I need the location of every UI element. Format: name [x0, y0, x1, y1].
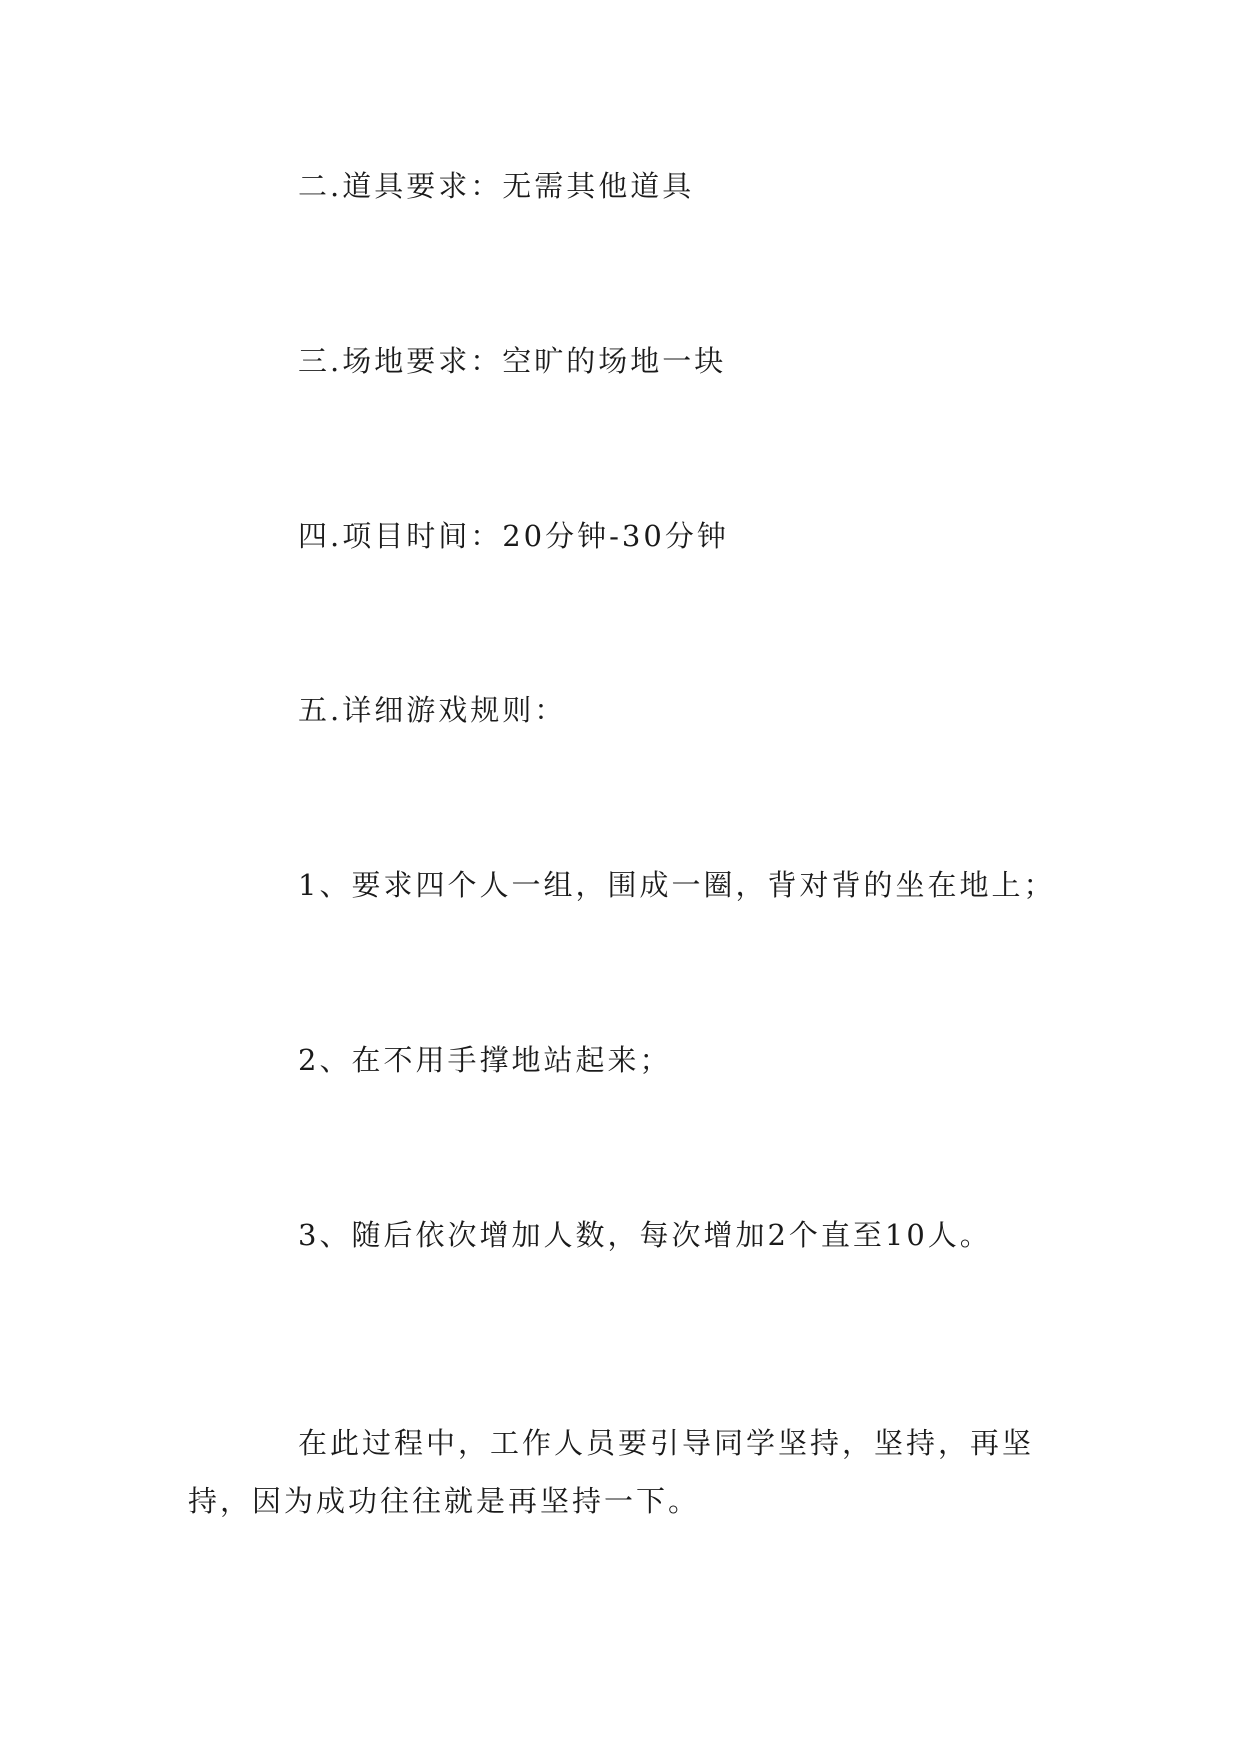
- requirement-props: 二.道具要求：无需其他道具: [298, 169, 695, 203]
- project-duration: 四.项目时间：20分钟-30分钟: [298, 519, 729, 553]
- rule-item-3: 3、随后依次增加人数，每次增加2个直至10人。: [298, 1218, 992, 1252]
- rule-item-2: 2、在不用手撑地站起来；: [298, 1043, 672, 1077]
- requirement-venue: 三.场地要求：空旷的场地一块: [298, 344, 727, 378]
- rule-item-1: 1、要求四个人一组，围成一圈，背对背的坐在地上；: [298, 868, 1056, 902]
- rules-heading: 五.详细游戏规则：: [298, 693, 567, 727]
- closing-paragraph: 在此过程中，工作人员要引导同学坚持，坚持，再坚持，因为成功往往就是再坚持一下。: [188, 1426, 1035, 1518]
